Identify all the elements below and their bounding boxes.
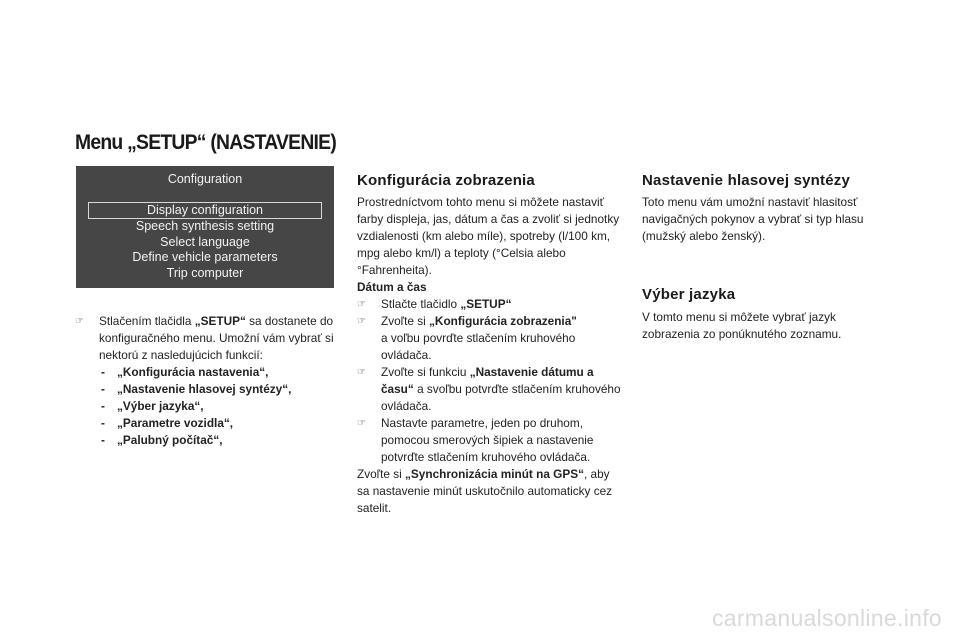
- list-item: - „Konfigurácia nastavenia“,: [99, 364, 337, 381]
- column-right-language: [642, 309, 882, 343]
- screen-menu-item-display-configuration[interactable]: Display configuration: [88, 202, 322, 219]
- list-item: - „Výber jazyka“,: [99, 398, 337, 415]
- setup-intro-bullet: [75, 313, 337, 364]
- list-item: - „Parametre vozidla“,: [99, 415, 337, 432]
- setup-key-label: „SETUP“: [194, 314, 246, 328]
- hand-pointer-icon: ☞: [75, 316, 84, 327]
- step-3: ☞ Zvoľte si funkciu „Nastavenie dátumu a času“ a svoľbu potvrďte stlačením kruhového ovládača.: [357, 365, 621, 413]
- watermark: carmanualsonline.info: [711, 605, 942, 631]
- screen-title: Configuration: [167, 172, 243, 186]
- screen-menu-item-vehicle-parameters[interactable]: Define vehicle parameters: [132, 250, 278, 264]
- list-item: - „Palubný počítač“,: [99, 432, 337, 449]
- intro-text-post: sa dostanete do konfiguračného menu. Umožní vám vybrať si nektorú z nasledujúcich funkcií:: [99, 314, 334, 362]
- section-title-display-configuration: Konfigurácia zobrazenia: [357, 172, 535, 189]
- screen-menu-item-speech-synthesis[interactable]: Speech synthesis setting: [135, 219, 275, 233]
- gps-sync-note: Zvoľte si „Synchronizácia minút na GPS“, aby sa nastavenie minút uskutočnilo automaticky cez satelit.: [357, 467, 613, 515]
- hand-pointer-icon: ☞: [357, 299, 366, 310]
- step-2: ☞ Zvoľte si „Konfigurácia zobrazenia" a voľbu povrďte stlačením kruhového ovládača.: [357, 314, 577, 362]
- intro-text-pre: Stlačením tlačidla: [99, 314, 195, 328]
- function-list: [75, 364, 337, 449]
- page-title: Menu „SETUP“ (NASTAVENIE): [75, 131, 337, 154]
- speech-synthesis-text: Toto menu vám umožní nastaviť hlasitosť navigačných pokynov a vybrať si typ hlasu (mužský alebo ženský).: [642, 195, 864, 243]
- column-left: [75, 313, 337, 449]
- screen-menu-item-select-language[interactable]: Select language: [160, 234, 250, 249]
- hand-pointer-icon: ☞: [357, 316, 366, 327]
- section-title-speech-synthesis: Nastavenie hlasovej syntézy: [642, 172, 851, 189]
- screen-menu-item-trip-computer[interactable]: Trip computer: [166, 265, 244, 280]
- date-time-subheading: Dátum a čas: [357, 280, 427, 294]
- hand-pointer-icon: ☞: [357, 367, 366, 378]
- step-4: ☞ Nastavte parametre, jeden po druhom, pomocou smerových šipiek a nastavenie potvrďte stlačením kruhového ovládača.: [357, 416, 594, 464]
- section-title-language: Výber jazyka: [642, 286, 736, 303]
- configuration-screen: [76, 166, 334, 288]
- step-1: ☞ Stlačte tlačidlo „SETUP“: [357, 297, 512, 311]
- hand-pointer-icon: ☞: [357, 418, 366, 429]
- display-config-intro: Prostredníctvom tohto menu si môžete nastaviť farby displeja, jas, dátum a čas a zvoliť si jednotky vzdialenosti (km alebo míle), spotreby (l/100 km, mpg alebo km/l) a teploty (°Celsia alebo °Fahrenheita).: [357, 195, 620, 277]
- list-item: - „Nastavenie hlasovej syntézy“,: [99, 381, 337, 398]
- column-right-speech: [642, 194, 882, 245]
- language-text: V tomto menu si môžete vybrať jazyk zobrazenia zo ponúknutého zoznamu.: [642, 310, 842, 341]
- column-middle: [357, 194, 623, 517]
- screen-menu: [76, 202, 334, 281]
